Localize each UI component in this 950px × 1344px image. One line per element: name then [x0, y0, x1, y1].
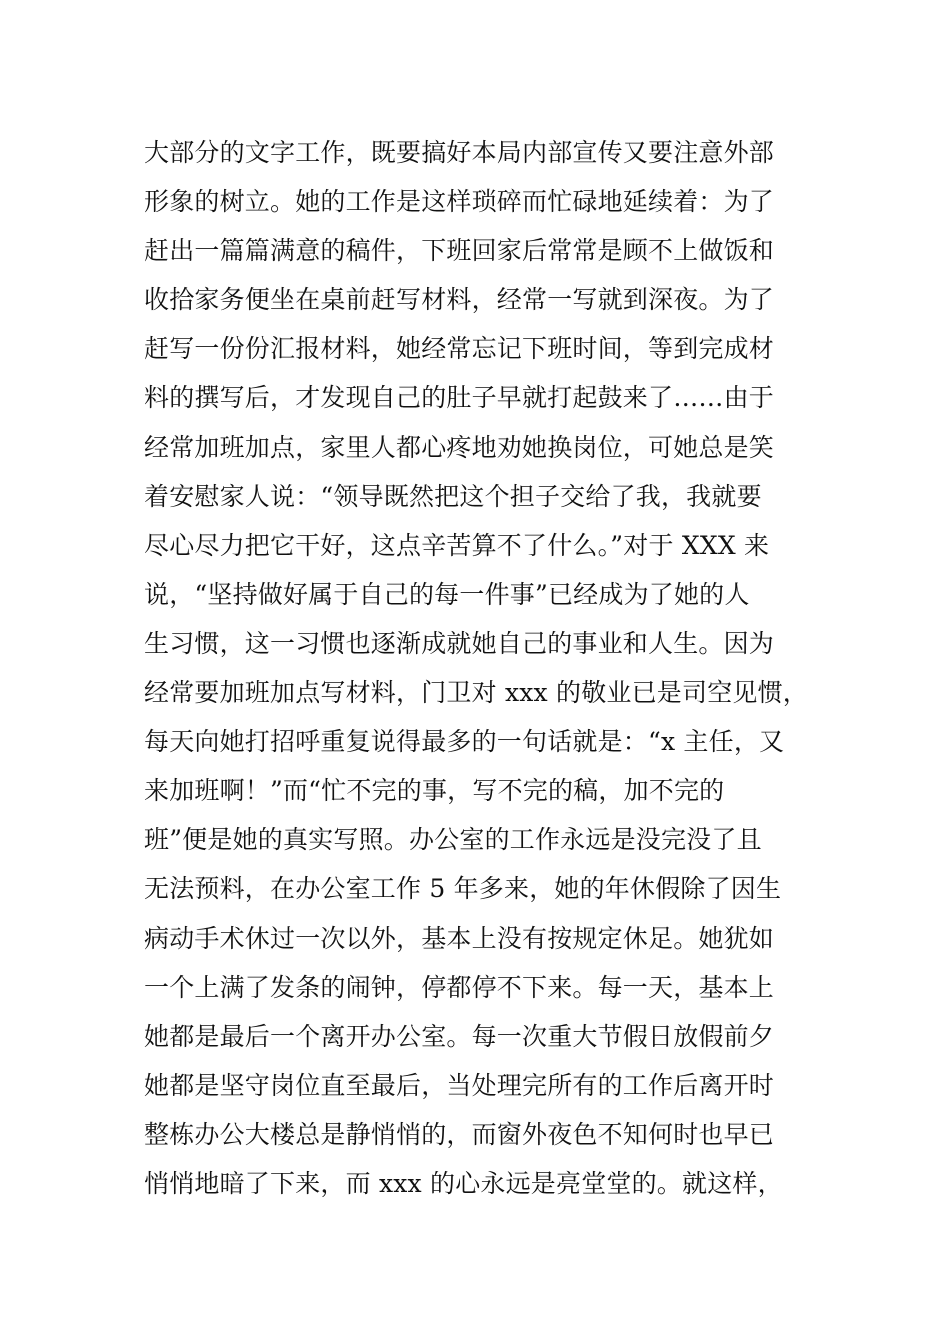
text-line: 说，“坚持做好属于自己的每一件事”已经成为了她的人	[144, 579, 750, 609]
text-line: 一个上满了发条的闹钟，停都停不下来。每一天，基本上	[144, 972, 775, 1002]
text-line: 整栋办公大楼总是静悄悄的，而窗外夜色不知何时也早已	[144, 1119, 775, 1149]
text-line: 班”便是她的真实写照。办公室的工作永远是没完没了且	[144, 825, 762, 855]
text-line: 经常加班加点，家里人都心疼地劝她换岗位，可她总是笑	[144, 432, 775, 462]
text-line: 尽心尽力把它干好，这点辛苦算不了什么。”对于 XXX 来	[144, 530, 770, 560]
text-line: 经常要加班加点写材料，门卫对 xxx 的敬业已是司空见惯，	[144, 678, 808, 708]
text-line: 形象的树立。她的工作是这样琐碎而忙碌地延续着：为了	[144, 187, 775, 217]
text-line: 无法预料，在办公室工作 5 年多来，她的年休假除了因生	[144, 874, 782, 904]
text-line: 赶出一篇篇满意的稿件，下班回家后常常是顾不上做饭和	[144, 236, 775, 266]
text-line: 生习惯，这一习惯也逐渐成就她自己的事业和人生。因为	[144, 628, 775, 658]
text-line: 每天向她打招呼重复说得最多的一句话就是：“x 主任，又	[144, 727, 785, 757]
text-line: 来加班啊！”而“忙不完的事，写不完的稿，加不完的	[144, 776, 725, 806]
body-text	[144, 128, 834, 1208]
text-line: 赶写一份份汇报材料，她经常忘记下班时间，等到完成材	[144, 334, 775, 364]
text-line: 大部分的文字工作，既要搞好本局内部宣传又要注意外部	[144, 138, 775, 167]
text-line: 收拾家务便坐在桌前赶写材料，经常一写就到深夜。为了	[144, 285, 775, 315]
text-line: 着安慰家人说：“领导既然把这个担子交给了我，我就要	[144, 481, 762, 511]
text-line: 病动手术休过一次以外，基本上没有按规定休足。她犹如	[144, 923, 775, 953]
text-line: 她都是坚守岗位直至最后，当处理完所有的工作后离开时	[144, 1070, 775, 1100]
text-line: 她都是最后一个离开办公室。每一次重大节假日放假前夕	[144, 1021, 775, 1051]
text-line: 料的撰写后，才发现自己的肚子早就打起鼓来了……由于	[144, 383, 775, 413]
text-line: 悄悄地暗了下来，而 xxx 的心永远是亮堂堂的。就这样，	[144, 1168, 783, 1198]
